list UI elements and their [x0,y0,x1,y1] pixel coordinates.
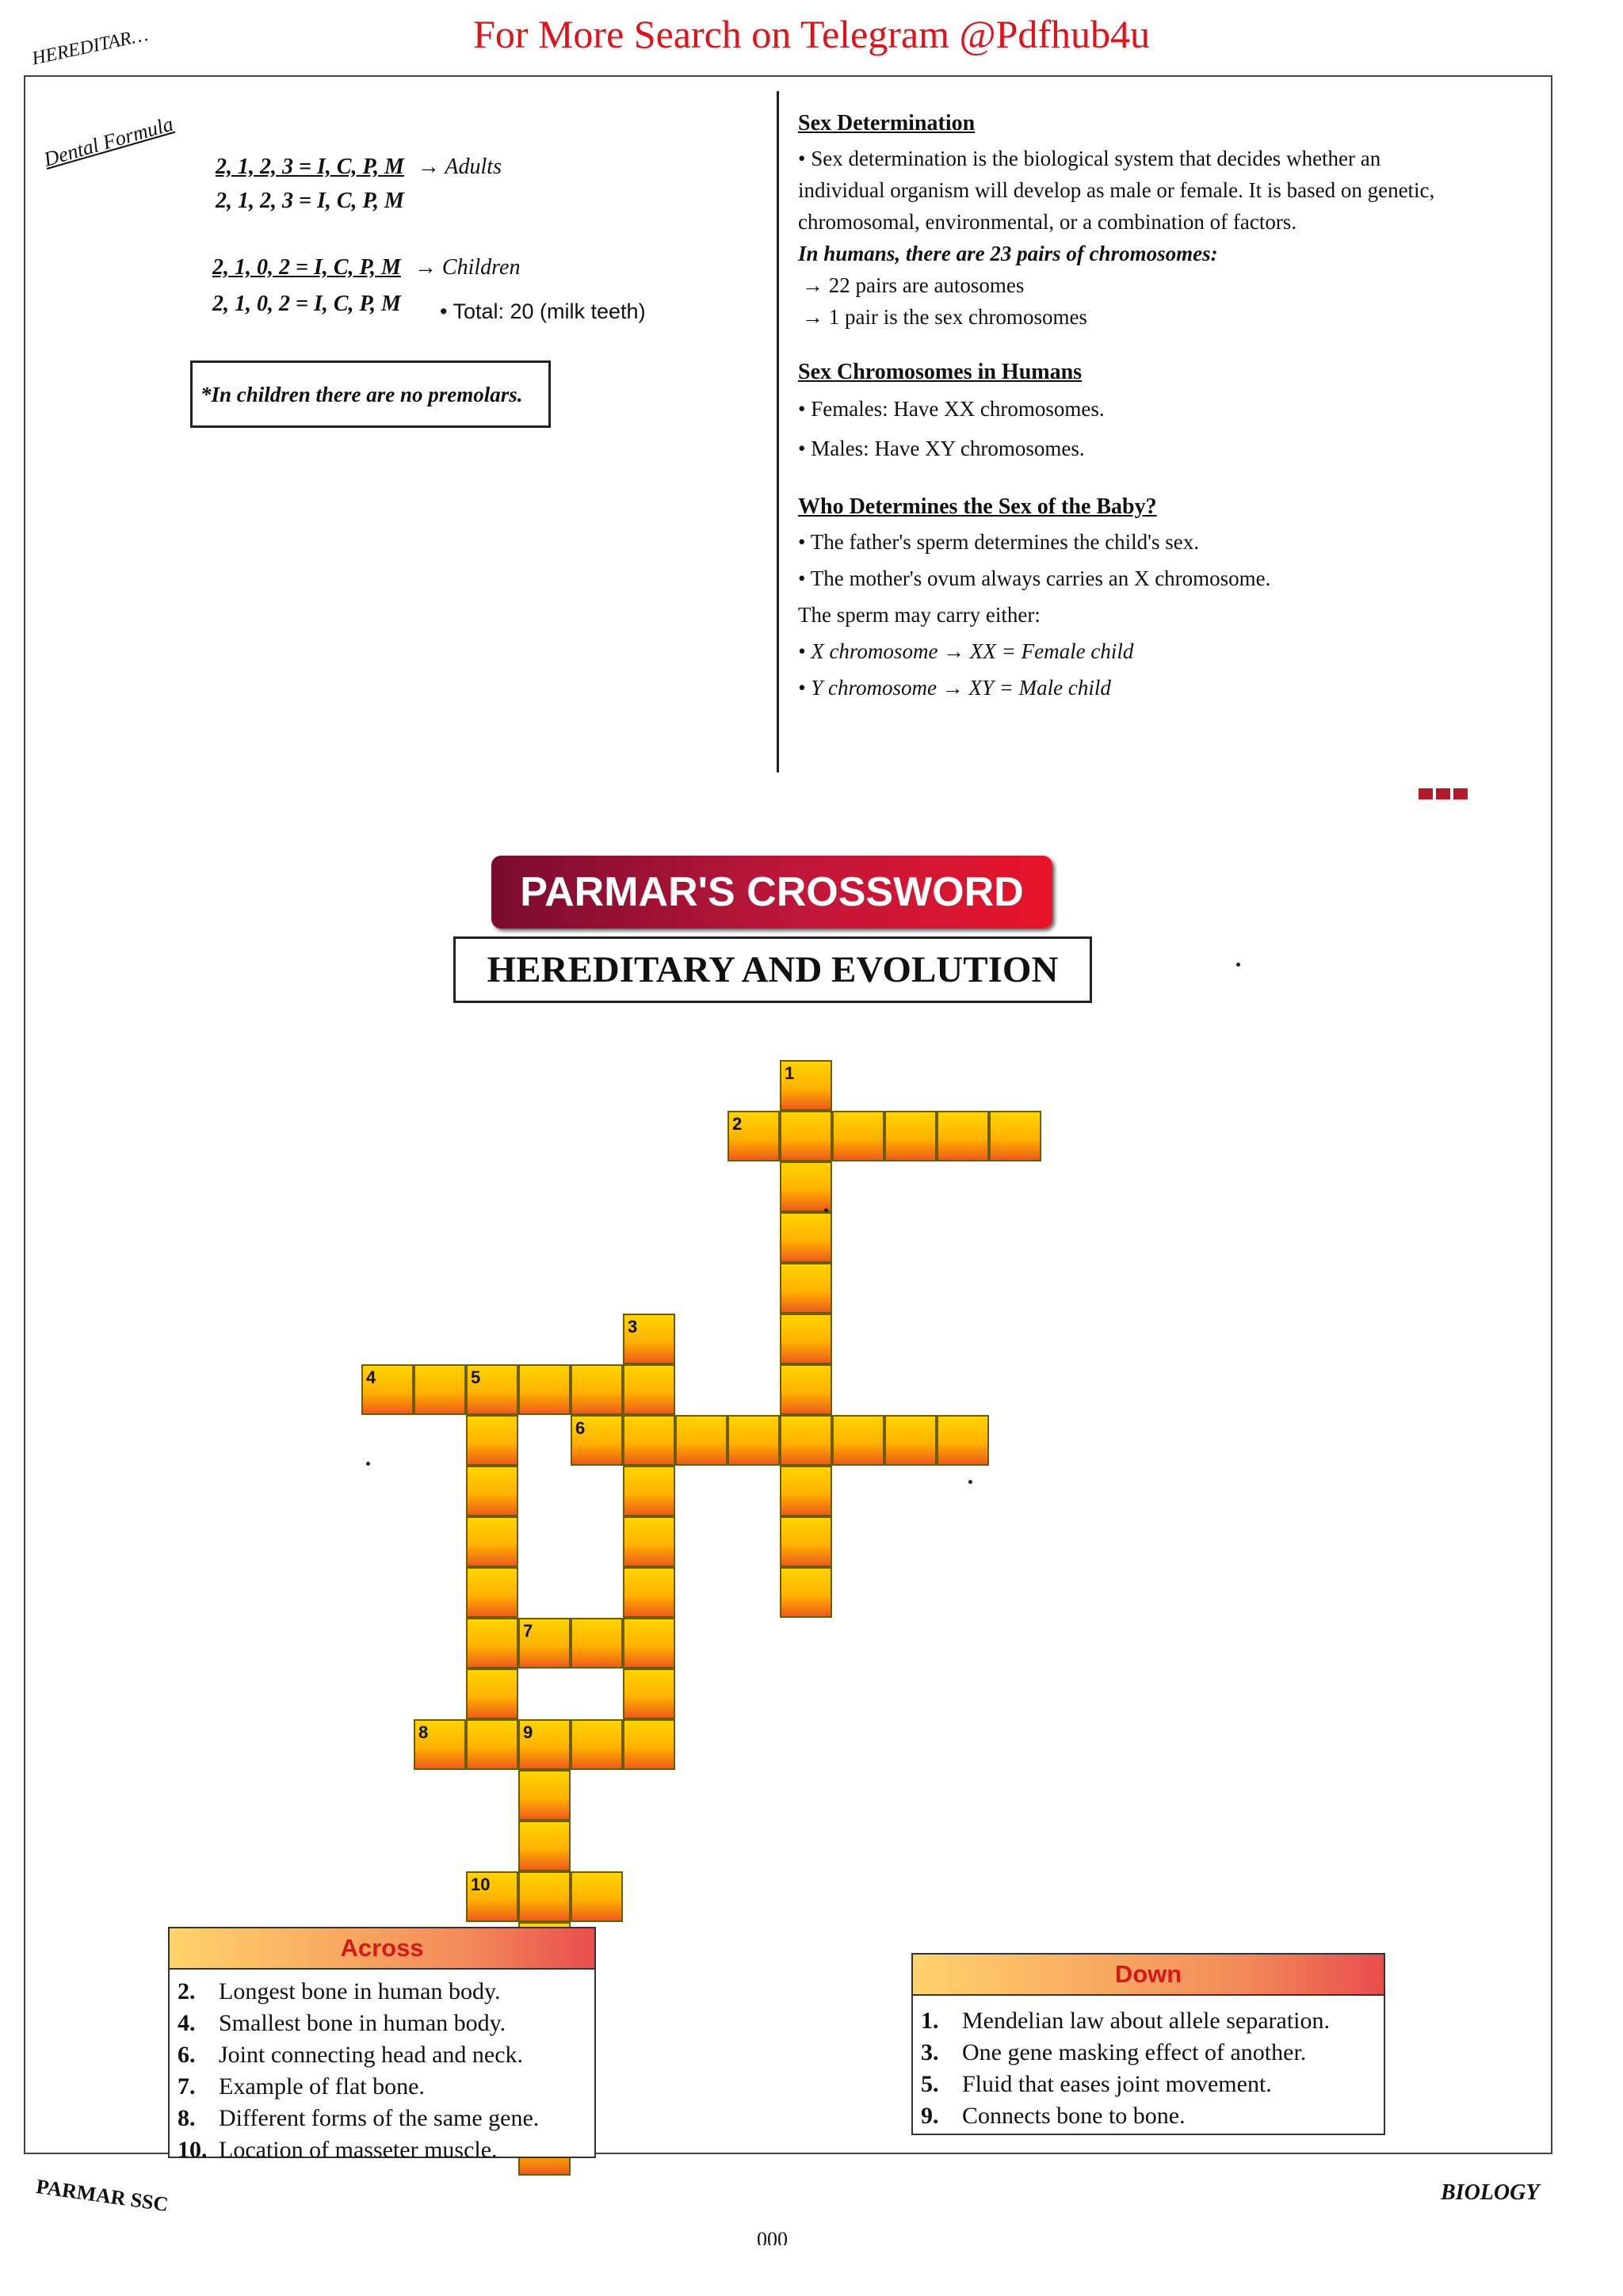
crossword-cell [780,1212,832,1263]
crossword-cell [466,1516,518,1567]
sex-chromosomes-heading: Sex Chromosomes in Humans [798,360,1083,384]
crossword-cell [832,1415,884,1466]
telegram-banner: For More Search on Telegram @Pdfhub4u [473,12,1150,56]
crossword-cell [466,1618,518,1669]
down-clue: 5. Fluid that eases joint movement. [921,2071,1272,2097]
crossword-cell [780,1314,832,1364]
crossword-cell [466,1466,518,1516]
crossword-cell [518,1770,571,1821]
crossword-cell [937,1415,989,1466]
side-heading: HEREDITAR… [30,25,151,70]
crossword-cell [780,1567,832,1618]
crossword-cell [466,1669,518,1719]
scan-dot [824,1208,828,1212]
crossword-cell [571,1364,623,1415]
milk-teeth-total: • Total: 20 (milk teeth) [440,299,646,323]
down-clue-box [911,1953,1385,2135]
sex-det-line-3: chromosomal, environmental, or a combination of factors. [798,210,1297,234]
clue-number: 1 [785,1063,795,1083]
crossword-cell [727,1415,780,1466]
crossword-cell [780,1364,832,1415]
sex-det-line-1: • Sex determination is the biological system that decides whether an [798,147,1381,170]
crossword-cell [780,1516,832,1567]
down-heading: Down [913,1955,1384,1996]
crossword-cell [780,1161,832,1212]
crossword-cell [623,1466,675,1516]
clue-number: 10 [471,1875,491,1894]
crossword-cell [466,1719,518,1770]
footer-left: PARMAR SSC [34,2175,170,2217]
sex-det-line-2: individual organism will develop as male or female. It is based on genetic, [798,178,1435,202]
across-clue: 4. Smallest bone in human body. [178,2010,506,2036]
autosome-pairs: → 22 pairs are autosomes [802,273,1025,297]
clue-number: 8 [418,1722,429,1742]
crossword-cell [623,1364,675,1415]
down-clue: 9. Connects bone to bone. [921,2103,1186,2129]
child-formula-1: 2, 1, 0, 2 = I, C, P, M → Children [212,255,521,280]
crossword-cell [414,1364,466,1415]
crossword-cell [571,1871,623,1922]
crossword-cell [466,1415,518,1466]
crossword-cell [832,1111,884,1161]
child-formula-2: 2, 1, 0, 2 = I, C, P, M [212,292,401,316]
crossword-cell [675,1415,727,1466]
females-line: • Females: Have XX chromosomes. [798,397,1105,421]
clue-number: 2 [732,1114,743,1134]
who-line-4: • X chromosome → XX = Female child [798,639,1134,663]
across-clue: 10. Location of masseter muscle. [178,2137,498,2163]
adult-formula-2: 2, 1, 2, 3 = I, C, P, M [216,189,404,213]
crossword-cell [466,1567,518,1618]
clue-number: 5 [471,1367,481,1387]
scan-dot [366,1462,370,1466]
across-clue: 6. Joint connecting head and neck. [178,2042,524,2068]
crossword-cell [518,1821,571,1871]
crossword-cell [780,1263,832,1314]
clue-number: 7 [523,1621,533,1641]
clue-number: 9 [523,1722,533,1742]
crossword-cell [937,1111,989,1161]
who-determines-heading: Who Determines the Sex of the Baby? [798,494,1157,519]
crossword-cell [623,1618,675,1669]
clue-number: 4 [366,1367,376,1387]
scan-dot [968,1480,972,1484]
down-clue: 1. Mendelian law about allele separation. [921,2008,1330,2034]
who-line-1: • The father's sperm determines the child's sex. [798,530,1200,554]
page-number: 000 [757,2228,788,2245]
crossword-cell [623,1567,675,1618]
dental-formula-heading: Dental Formula [41,112,176,171]
sex-chromosome-pair: → 1 pair is the sex chromosomes [802,305,1087,329]
crossword-cell [623,1669,675,1719]
crossword-cell [884,1415,937,1466]
adult-formula-1: 2, 1, 2, 3 = I, C, P, M → Adults [216,154,502,179]
crossword-cell [623,1516,675,1567]
premolar-note: *In children there are no premolars. [190,360,551,428]
crossword-cell [518,1364,571,1415]
crossword-cell [780,1111,832,1161]
across-clue: 2. Longest bone in human body. [178,1978,501,2004]
across-heading: Across [170,1928,594,1970]
crossword-cell [780,1466,832,1516]
crossword-cell [884,1111,937,1161]
who-line-2: • The mother's ovum always carries an X chromosome. [798,566,1271,590]
across-clue-box [168,1927,596,2163]
across-clue: 7. Example of flat bone. [178,2073,425,2100]
clue-number: 3 [628,1317,638,1337]
crossword-cell [989,1111,1041,1161]
crossword-cell [571,1719,623,1770]
sex-determination-heading: Sex Determination [798,111,976,135]
across-clue: 8. Different forms of the same gene. [178,2105,540,2131]
crossword-cell [518,1871,571,1922]
humans-chromosome-line: In humans, there are 23 pairs of chromosomes: [798,242,1218,265]
clue-number: 6 [575,1418,586,1438]
who-line-3: The sperm may carry either: [798,603,1041,627]
crossword-title: PARMAR'S CROSSWORD [491,856,1052,929]
crossword-cell [623,1415,675,1466]
males-line: • Males: Have XY chromosomes. [798,437,1085,460]
crossword-cell [780,1415,832,1466]
crossword-subtitle: HEREDITARY AND EVOLUTION [453,936,1092,1003]
crossword-cell [623,1719,675,1770]
who-line-5: • Y chromosome → XY = Male child [798,676,1111,700]
scan-dot [1236,963,1240,967]
crossword-cell [571,1618,623,1669]
footer-right: BIOLOGY [1441,2180,1540,2205]
down-clue: 3. One gene masking effect of another. [921,2039,1307,2065]
